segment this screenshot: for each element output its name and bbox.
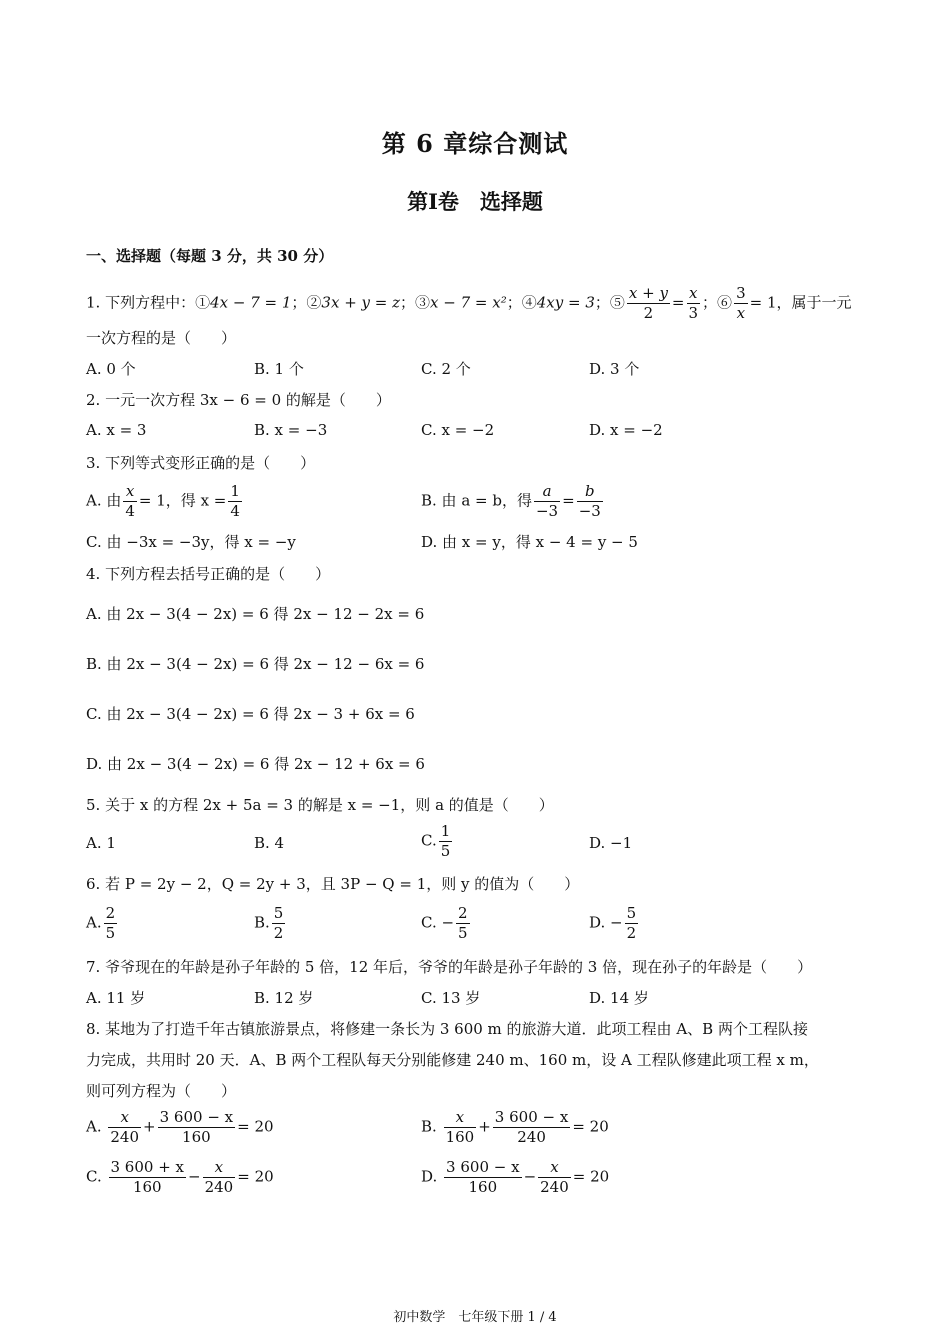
option-c: C. x = −2 [421,421,495,439]
fraction: $\frac{3 600 - x}{160}$ [446,1158,520,1196]
option-a: A. x = 3 [86,421,147,439]
question-8-stem: 8. 某地为了打造千年古镇旅游景点，将修建一条长为 3 600 m 的旅游大道．此项工程由 A、B 两个工程队接 [86,1020,808,1038]
option-d: D. 3 个 [589,360,640,378]
question-2-stem: 2. 一元一次方程 3x − 6 = 0 的解是（ ） [86,391,391,409]
question-1-stem-cont: 一次方程的是（ ） [86,329,237,347]
question-5-stem: 5. 关于 x 的方程 2x + 5a = 3 的解是 x = −1，则 a 的值是（ ） [86,796,554,814]
option-b: B. 由 2x − 3(4 − 2x) = 6 得 2x − 12 − 6x = 6 [86,655,425,673]
option-d: D. − $\frac{5}{2}$ [589,904,637,942]
fraction: $\frac{a}{-3}$ [535,482,559,520]
option-c: C. 2 个 [421,360,471,378]
question-3-stem: 3. 下列等式变形正确的是（ ） [86,454,316,472]
option-b: B. x = −3 [254,421,328,439]
question-6-stem: 6. 若 P = 2y − 2，Q = 2y + 3，且 3P − Q = 1，则 y 的值为（ ） [86,875,580,893]
option-d: D. 14 岁 [589,989,649,1007]
fraction: $\frac{2}{5}$ [458,904,468,942]
fraction: $\frac{2}{5}$ [105,904,116,942]
option-d: D. 由 2x − 3(4 − 2x) = 6 得 2x − 12 + 6x = 6 [86,755,425,773]
question-8-stem-cont: 力完成，共用时 20 天．A、B 两个工程队每天分别能修建 240 m、160 m，设 A 工程队修建此项工程 x m， [86,1051,819,1069]
option-d: D. x = −2 [589,421,663,439]
fraction: $\frac{x}{240}$ [204,1158,234,1196]
option-d: D. −1 [589,834,633,852]
fraction: $\frac{3}{x}$ [736,284,746,322]
option-a: A. 0 个 [86,360,136,378]
fraction: $\frac{x}{240}$ [540,1158,569,1196]
section-heading: 第Ⅰ卷 选择题 [407,189,543,214]
fraction: $\frac{x}{3}$ [688,284,699,322]
fraction: $\frac{x + y}{2}$ [628,284,668,322]
option-b: B. 由 a = b，得 $\frac{a}{-3}$ = $\frac{b}{-3}$ [421,482,601,520]
fraction: $\frac{5}{2}$ [626,904,637,942]
option-a: A. 11 岁 [86,989,146,1007]
option-b: B. 1 个 [254,360,304,378]
fraction: $\frac{3 600 - x}{160}$ [159,1108,234,1146]
page-title: 第 6 章综合测试 [381,129,569,158]
fraction: $\frac{1}{4}$ [230,482,240,520]
option-a: A. $\frac{x}{240}$ + $\frac{3 600 - x}{160}$ = 20 [86,1108,274,1146]
fraction: $\frac{5}{2}$ [273,904,284,942]
option-c: C. − $\frac{2}{5}$ [421,904,468,942]
part-heading: 一、选择题（每题 3 分，共 30 分） [86,247,334,265]
option-b: B. $\frac{5}{2}$ [254,904,284,942]
option-a: A. $\frac{2}{5}$ [86,904,116,942]
option-c: C. 13 岁 [421,989,481,1007]
option-c: C. $\frac{1}{5}$ [421,822,451,860]
option-c: C. $\frac{3 600 + x}{160}$ − $\frac{x}{240}$ = 20 [86,1158,274,1196]
option-b: B. 4 [254,834,285,852]
fraction: $\frac{3 600 - x}{240}$ [494,1108,569,1146]
question-4-stem: 4. 下列方程去括号正确的是（ ） [86,565,331,583]
fraction: $\frac{x}{160}$ [445,1108,475,1146]
option-a: A. 1 [86,834,116,852]
page-footer: 初中数学 七年级下册 1 / 4 [393,1310,557,1325]
option-b: B. 12 岁 [254,989,314,1007]
fraction: $\frac{1}{5}$ [440,822,451,860]
fraction: $\frac{3 600 + x}{160}$ [110,1158,185,1196]
fraction: $\frac{x}{4}$ [125,482,135,520]
fraction: $\frac{b}{-3}$ [578,482,601,520]
option-d: D. 由 x = y，得 x − 4 = y − 5 [421,533,638,551]
option-a: A. 由 $\frac{x}{4}$ = 1，得 x = $\frac{1}{4}$ [86,482,240,520]
option-b: B. $\frac{x}{160}$ + $\frac{3 600 - x}{240}$ = 20 [421,1108,609,1146]
option-d: D. $\frac{3 600 - x}{160}$ − $\frac{x}{240}$ = 20 [421,1158,610,1196]
question-7-stem: 7. 爷爷现在的年龄是孙子年龄的 5 倍，12 年后，爷爷的年龄是孙子年龄的 3 倍，现在孙子的年龄是（ ） [86,958,813,976]
fraction: $\frac{x}{240}$ [110,1108,140,1146]
option-c: C. 由 2x − 3(4 − 2x) = 6 得 2x − 3 + 6x = 6 [86,705,415,723]
question-1-stem: 1. 下列方程中：①4x − 7 = 1；②3x + y = z；③x − 7 = x²；④4xy = 3；⑤ $\frac{x + y}{2}$ = $\frac{x}{3}$ ；⑥ $\frac{3}{x}$ = 1，属于一元 [86,284,852,322]
option-c: C. 由 −3x = −3y，得 x = −y [86,533,296,551]
option-a: A. 由 2x − 3(4 − 2x) = 6 得 2x − 12 − 2x = 6 [86,605,425,623]
question-8-stem-cont: 则可列方程为（ ） [86,1082,237,1100]
